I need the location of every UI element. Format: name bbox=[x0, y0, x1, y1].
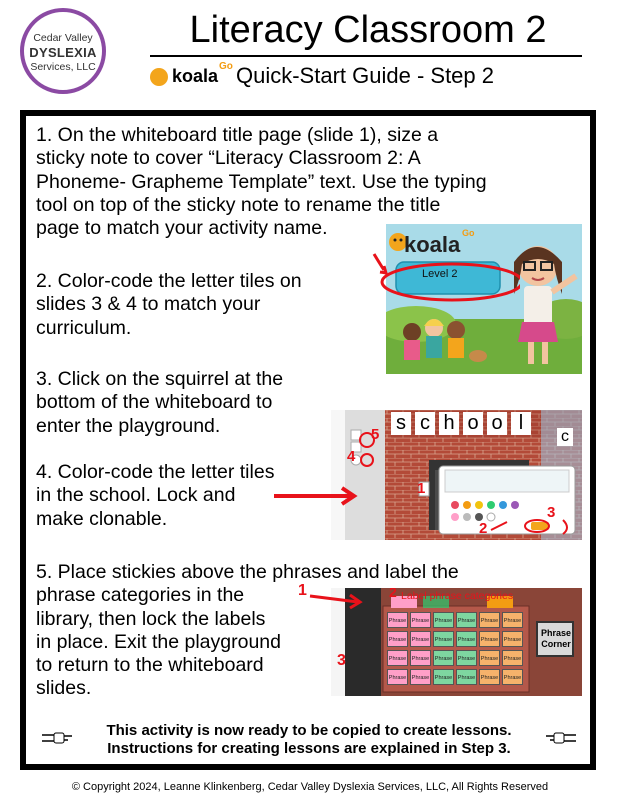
phrase-tile: Phrase bbox=[410, 631, 431, 647]
step-3-text: 3. Click on the squirrel at the bottom of the whiteboard to enter the playground. bbox=[36, 368, 284, 437]
phrase-tile: Phrase bbox=[387, 612, 408, 628]
library-mark-1: 1 bbox=[298, 582, 307, 599]
phrase-corner-line-1: Phrase bbox=[540, 628, 572, 638]
phrase-tile: Phrase bbox=[410, 612, 431, 628]
step-5-text: 5. Place stickies above the phrases and label the phrase categories in the library, then lock the labels in place. Exit the playground to return to the whiteboard slides. bbox=[36, 561, 459, 700]
phrase-tile: Phrase bbox=[479, 612, 500, 628]
wall-letter-6: l bbox=[511, 412, 531, 435]
title-underline bbox=[150, 55, 582, 57]
phrase-tile: Phrase bbox=[502, 669, 523, 685]
footer-note bbox=[74, 722, 544, 758]
wall-letter-4: o bbox=[463, 412, 483, 435]
mark-2: 2 bbox=[479, 520, 488, 537]
mark-3: 3 bbox=[547, 504, 556, 521]
phrase-tile: Phrase bbox=[387, 669, 408, 685]
phrase-tile: Phrase bbox=[479, 650, 500, 666]
library-mark-2: 2 bbox=[389, 588, 397, 600]
phrase-tile-grid bbox=[387, 612, 527, 685]
logo-line-2: DYSLEXIA bbox=[29, 45, 97, 60]
phrase-tile: Phrase bbox=[479, 631, 500, 647]
phrase-tile: Phrase bbox=[387, 650, 408, 666]
phrase-tile: Phrase bbox=[502, 612, 523, 628]
phrase-tile: Phrase bbox=[410, 650, 431, 666]
phrase-tile: Phrase bbox=[433, 612, 454, 628]
copyright-icon: © bbox=[71, 781, 80, 793]
phrase-tile: Phrase bbox=[456, 612, 477, 628]
school-annotation-marks bbox=[331, 410, 582, 540]
library-mark-3: 3 bbox=[337, 652, 346, 669]
page-subtitle: Quick-Start Guide - Step 2 bbox=[236, 63, 494, 88]
logo-line-3: Services, LLC bbox=[30, 61, 96, 73]
phrase-tile: Phrase bbox=[387, 631, 408, 647]
footer-line-1: This activity is now ready to be copied to create lessons. bbox=[106, 722, 512, 739]
koala-logo-icon bbox=[150, 68, 168, 86]
step-2-text: 2. Color-code the letter tiles on slides 3 & 4 to match your curriculum. bbox=[36, 270, 302, 339]
wall-letter-1: s bbox=[391, 412, 411, 435]
pointing-hand-left-icon bbox=[544, 728, 578, 748]
phrase-tile: Phrase bbox=[456, 669, 477, 685]
phrase-tile: Phrase bbox=[456, 650, 477, 666]
label-phrase-categories-banner: Label phrase categories bbox=[401, 590, 514, 602]
phrase-corner-line-2: Corner bbox=[541, 639, 571, 649]
wall-letter-2: c bbox=[415, 412, 435, 435]
mark-4: 4 bbox=[347, 448, 356, 465]
slide-koala-brand: koala bbox=[404, 232, 461, 257]
annotation-arrow-oval-1 bbox=[340, 240, 520, 320]
phrase-tile: Phrase bbox=[433, 669, 454, 685]
koala-go-label: Go bbox=[219, 61, 233, 72]
wall-letter-3: h bbox=[439, 412, 459, 435]
footer-line-2: Instructions for creating lessons are explained in Step 3. bbox=[107, 740, 511, 757]
page-title: Literacy Classroom 2 bbox=[189, 9, 547, 51]
koala-brand: koala bbox=[172, 66, 219, 86]
slide-koala-go: Go bbox=[462, 228, 475, 238]
side-letter-tile: c bbox=[557, 428, 573, 446]
company-logo bbox=[20, 8, 106, 94]
copyright-notice bbox=[40, 780, 580, 794]
step-1-text: 1. On the whiteboard title page (slide 1), size a sticky note to cover “Literacy Classroom 2: A Phoneme- Grapheme Template” text. Use the typing tool on top of the sticky note to rename the title page to match your activity name. bbox=[36, 124, 487, 240]
pointing-hand-right-icon bbox=[40, 728, 74, 748]
annotation-arrow-3 bbox=[306, 590, 366, 610]
phrase-tile: Phrase bbox=[456, 631, 477, 647]
phrase-tile: Phrase bbox=[502, 631, 523, 647]
phrase-tile: Phrase bbox=[433, 631, 454, 647]
phrase-tile: Phrase bbox=[502, 650, 523, 666]
school-playground-screenshot bbox=[331, 410, 582, 540]
phrase-tile: Phrase bbox=[433, 650, 454, 666]
wall-letter-5: o bbox=[487, 412, 507, 435]
phrase-tile: Phrase bbox=[410, 669, 431, 685]
annotation-arrow-2 bbox=[270, 484, 360, 508]
mark-5: 5 bbox=[371, 426, 380, 443]
mark-1: 1 bbox=[417, 480, 426, 497]
step-4-text: 4. Color-code the letter tiles in the school. Lock and make clonable. bbox=[36, 461, 275, 530]
phrase-corner-sign bbox=[539, 628, 573, 650]
phrase-tile: Phrase bbox=[479, 669, 500, 685]
copyright-text: Copyright 2024, Leanne Klinkenberg, Cedar Valley Dyslexia Services, LLC, All Rights Reserved bbox=[83, 781, 549, 793]
library-playground-screenshot bbox=[331, 588, 582, 696]
slide-level-label: Level 2 bbox=[422, 268, 458, 280]
logo-line-1: Cedar Valley bbox=[33, 32, 93, 44]
